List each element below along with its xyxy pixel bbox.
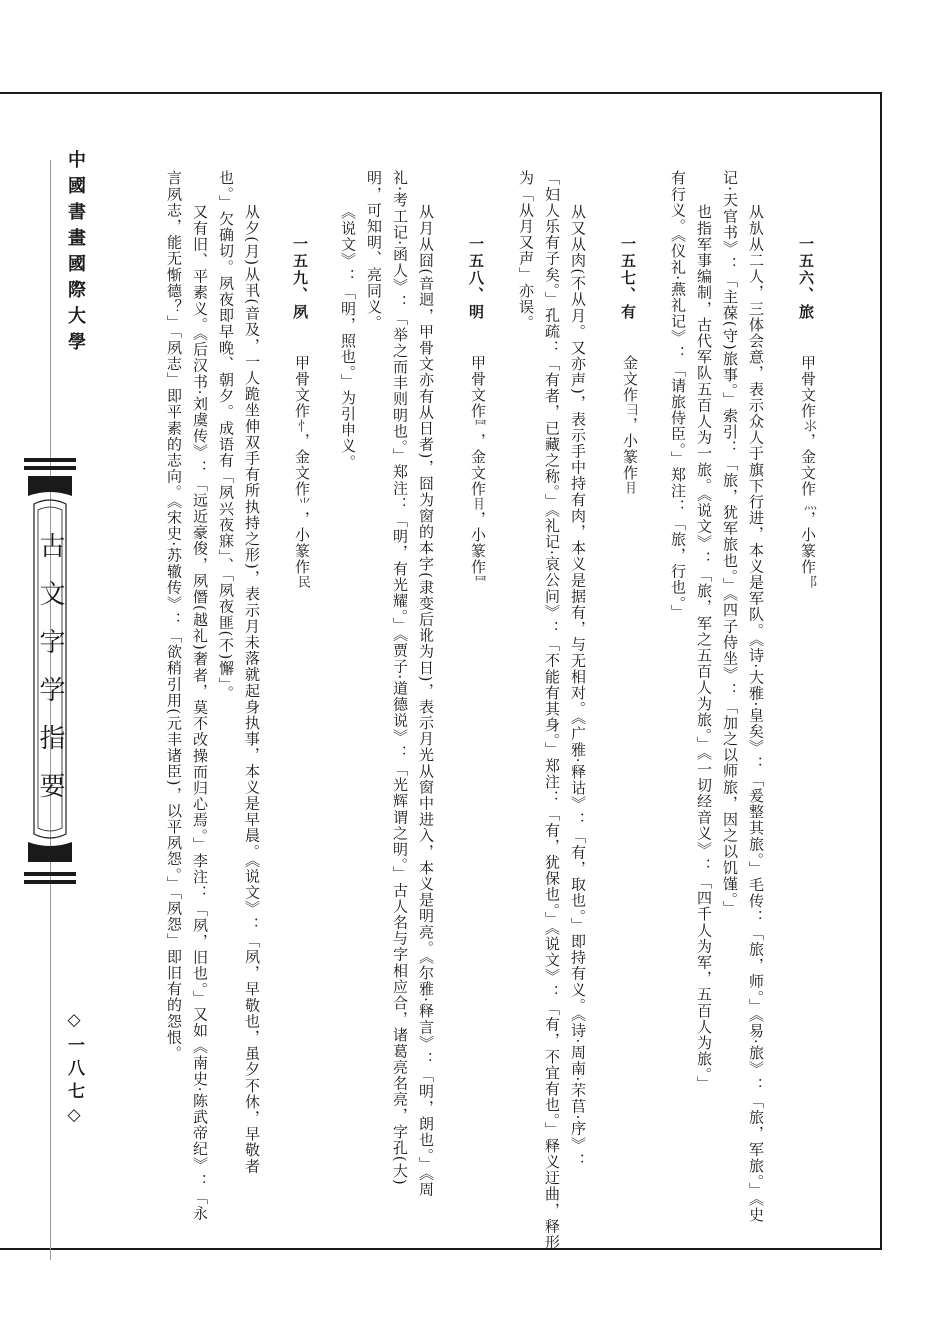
- entry-157-line-3: 为「从月又声」亦误。: [517, 170, 535, 331]
- entry-158-form-oracle: 甲骨文作: [469, 355, 487, 419]
- entry-157-line-2: 「妇人乐有子矣。」孔疏：「有者，已藏之称。」《礼记·哀公问》：「不能有其身。」郑注：「有，犹保也。」《说文》：「有，不宜有也。」释义迂曲，释形: [543, 170, 561, 1251]
- bronze-glyph-icon: ⺕: [623, 403, 638, 417]
- entry-157-forms: [622, 355, 638, 495]
- entry-156-line-2: 记·天官书》：「主葆(守)旅事。」索引：「旅，犹军旅也。」《四子侍坐》：「加之以师旅，因之以饥馑。」: [721, 170, 739, 917]
- entry-157-form-bronze: 金文作: [621, 355, 639, 403]
- entry-158-form-seal: ，小篆作: [469, 511, 487, 575]
- entry-159-form-oracle: 甲骨文作: [293, 355, 311, 419]
- entry-159-line-2: 也。」欠确切。夙夜即早晚、朝夕。成语有「夙兴夜寐」、「夙夜匪(不)懈」。: [217, 170, 235, 702]
- entry-159-line-3: 又有旧、平素义。《后汉书·刘虞传》：「远近豪俊，夙僭(越礼)奢者，莫不改操而归心焉。」李注：「夙，旧也。」又如《南史·陈武帝纪》：「永: [191, 204, 209, 1222]
- entry-158-line-2: 礼·考工记·函人》：「举之而丰则明也。」郑注：「明，有光耀。」《贾子·道德说》：「光辉谓之明。」古人名与字相应合，诸葛亮名亮，字孔(大): [391, 170, 409, 1186]
- entry-156-line-4: 有行义。《仪礼·燕礼记》：「请旅侍臣。」郑注：「旅，行也。」: [669, 170, 687, 621]
- title-bar-top-1: [24, 458, 76, 462]
- entry-159-heading: 一五九、夙: [291, 236, 309, 321]
- entry-156-form-bronze: ，金文作: [799, 433, 817, 497]
- oracle-glyph-icon: ⺜: [471, 419, 486, 433]
- title-bar-bottom-1: [24, 872, 76, 876]
- entry-157-heading: 一五七、有: [619, 236, 637, 321]
- entry-156-form-oracle: 甲骨文作: [799, 355, 817, 419]
- entry-156-line-3: 也指军事编制，古代军队五百人为一旅。《说文》：「旅，军之五百人为旅。」《一切经音义》：「四千人为军，五百人为旅。」: [695, 204, 713, 1092]
- entry-157-line-1: 从又从肉(不从月。又亦声)，表示手中持有肉，本义是据有，与无相对。《广雅·释诂》：「有，取也。」即持有义。《诗·周南·芣苢·序》：: [569, 204, 587, 1169]
- title-bar-top-2: [24, 466, 76, 470]
- entry-159-form-bronze: ，金文作: [293, 433, 311, 497]
- entry-157-form-seal: ，小篆作: [621, 417, 639, 481]
- entry-159-form-seal: ，小篆作: [293, 511, 311, 575]
- page-number: ◇一八七◇: [64, 1010, 84, 1131]
- university-name: 中國書畫國際大學: [65, 150, 86, 358]
- entry-159-line-1: 从夕(月)从丮(音及，一人跪坐伸双手有所执持之形)，表示月未落就起身执事，本义是早晨。《说文》：「夙，早敬也，虽夕不休，早敬者: [243, 204, 261, 1175]
- entry-159-line-4: 言夙志，能无惭德？」「夙志」即平素的志向。《宋史·苏辙传》：「欲稍引用(元丰诸臣)，以平夙怨。」「夙怨」即旧有的怨恨。: [165, 170, 183, 1062]
- title-bar-bottom-2: [24, 880, 76, 884]
- oracle-glyph-icon: ⺖: [295, 419, 310, 433]
- entry-158-line-1: 从月从囧(音迥，甲骨文亦有从日者)，囧为窗的本字(隶变后讹为日)，表示月光从窗中进入，本义是明亮。《尔雅·释言》：「明，朗也。」《周: [417, 204, 435, 1198]
- entry-156-forms: [800, 355, 816, 589]
- entry-158-line-4: 《说文》：「明，照也。」为引申义。: [339, 204, 357, 471]
- oracle-glyph-icon: ⺢: [801, 419, 816, 433]
- entry-159-forms: [294, 355, 310, 589]
- book-title: 古文字学指要: [35, 532, 65, 820]
- entry-158-form-bronze: ，金文作: [469, 433, 487, 497]
- entry-158-line-3: 明，可知明、亮同义。: [365, 170, 383, 331]
- entry-156-heading: 一五六、旅: [797, 236, 815, 321]
- seal-glyph-icon: ⺠: [295, 575, 310, 589]
- title-panel: [26, 474, 74, 864]
- seal-glyph-icon: ⻏: [801, 575, 816, 589]
- entry-156-form-seal: ，小篆作: [799, 511, 817, 575]
- entry-158-forms: [470, 355, 486, 589]
- entry-158-heading: 一五八、明: [467, 236, 485, 321]
- seal-glyph-icon: ⺜: [471, 575, 486, 589]
- entry-156-line-1: 从㫃从二人，三体会意，表示众人于旗下行进，本义是军队。《诗·大雅·皇矣》：「爰整其旅。」毛传：「旅，师。」《易·旅》：「旅，军旅。」《史: [747, 204, 765, 1224]
- bronze-glyph-icon: ⺣: [801, 497, 816, 511]
- bronze-glyph-icon: ⺌: [295, 497, 310, 511]
- seal-glyph-icon: ⺝: [623, 481, 638, 495]
- bronze-glyph-icon: ⺝: [471, 497, 486, 511]
